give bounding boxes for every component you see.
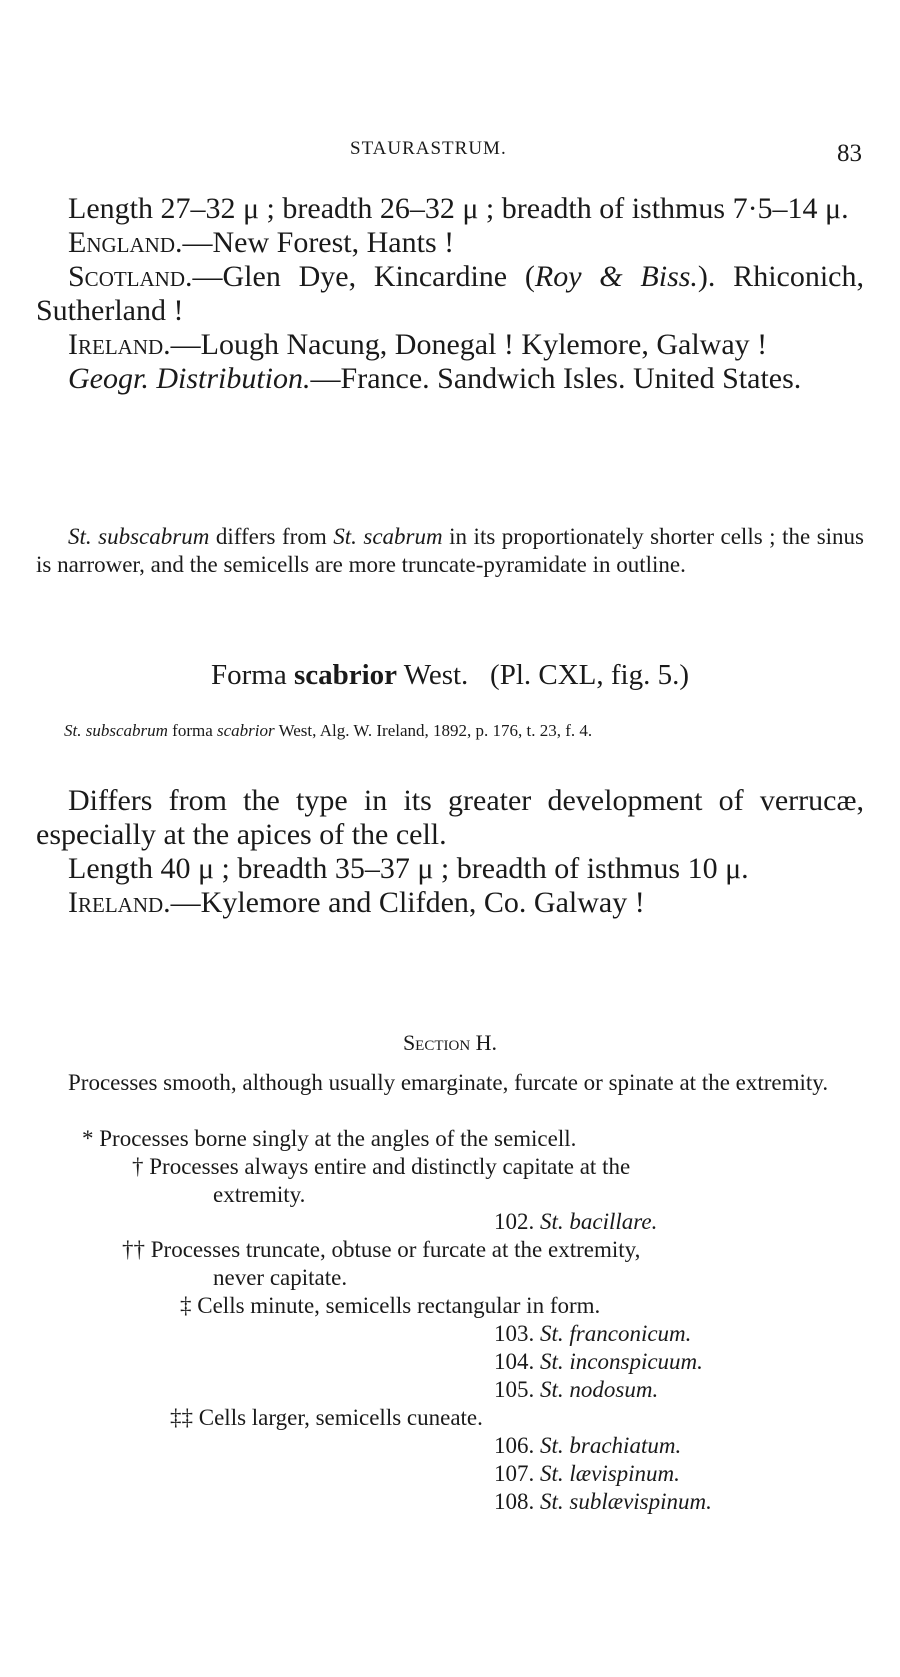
page-header bbox=[0, 138, 900, 168]
forma-author: West. bbox=[397, 659, 469, 691]
species-name: St. scabrum bbox=[333, 524, 443, 549]
species-number: 106. bbox=[494, 1433, 535, 1458]
species-name: St. brachiatum. bbox=[540, 1433, 682, 1458]
geographic-distribution bbox=[36, 362, 864, 396]
key-species bbox=[494, 1460, 680, 1488]
citation-text: forma bbox=[167, 721, 217, 740]
note-text: differs from bbox=[209, 524, 334, 549]
key-species bbox=[494, 1320, 691, 1348]
species-name: St. franconicum. bbox=[540, 1321, 692, 1346]
section-intro-text: Processes smooth, although usually emarginate, furcate or spinate at the extremity. bbox=[68, 1070, 829, 1095]
citation-text: West, Alg. W. Ireland, 1892, p. 176, t. 23, f. 4. bbox=[274, 721, 593, 740]
authority: Roy & Biss. bbox=[534, 260, 698, 293]
species-name: St. sublævispinum. bbox=[540, 1489, 712, 1514]
locality-text: —Kylemore and Clifden, Co. Galway ! bbox=[170, 886, 645, 919]
species-name: St. inconspicuum. bbox=[540, 1349, 703, 1374]
species-name: St. subscabrum bbox=[68, 524, 210, 549]
key-line: ‡ Cells minute, semicells rectangular in form. bbox=[180, 1293, 601, 1318]
key-line: †† Processes truncate, obtuse or furcate at the extremity, bbox=[122, 1237, 641, 1262]
geogr-text: —France. Sandwich Isles. United States. bbox=[310, 362, 802, 395]
forma-name: scabrior bbox=[293, 659, 398, 691]
key-line: extremity. bbox=[213, 1182, 306, 1207]
country-label: Ireland. bbox=[68, 886, 171, 919]
key-line: * Processes borne singly at the angles of the semicell. bbox=[82, 1126, 577, 1151]
country-label: Scotland. bbox=[68, 260, 193, 293]
running-head: STAURASTRUM. bbox=[350, 138, 507, 159]
locality-text: —Lough Nacung, Donegal ! Kylemore, Galway ! bbox=[170, 328, 768, 361]
forma-description bbox=[36, 784, 864, 920]
synonym-citation bbox=[36, 720, 864, 741]
key-species bbox=[494, 1208, 657, 1236]
forma-measurements: Length 40 μ ; breadth 35–37 μ ; breadth of isthmus 10 μ. bbox=[68, 852, 749, 885]
key-species bbox=[494, 1488, 712, 1516]
forma-heading bbox=[36, 658, 864, 692]
plate-reference: (Pl. CXL, fig. 5.) bbox=[490, 659, 690, 691]
note-text: in its proportionately shorter cells ; the sinus is narrower, and the semicells are more truncate-pyramidate in outline. bbox=[36, 524, 865, 577]
forma-prefix: Forma bbox=[210, 659, 294, 691]
page-number: 83 bbox=[837, 140, 862, 167]
species-name: St. bacillare. bbox=[540, 1209, 658, 1234]
measurements: Length 27–32 μ ; breadth 26–32 μ ; breadth of isthmus 7·5–14 μ. bbox=[68, 192, 849, 225]
section-heading bbox=[36, 1030, 864, 1056]
species-description bbox=[36, 192, 864, 396]
distribution-scotland bbox=[36, 260, 864, 328]
species-number: 107. bbox=[494, 1461, 535, 1486]
species-name: St. subscabrum bbox=[64, 721, 168, 740]
key-line: ‡‡ Cells larger, semicells cuneate. bbox=[170, 1405, 483, 1430]
key-line: never capitate. bbox=[213, 1265, 348, 1290]
species-name: St. nodosum. bbox=[540, 1377, 659, 1402]
comparative-note bbox=[36, 523, 864, 579]
locality-text: —Glen Dye, Kincardine ( bbox=[192, 260, 535, 293]
key-line: † Processes always entire and distinctly capitate at the bbox=[132, 1154, 631, 1179]
locality-text: —New Forest, Hants ! bbox=[182, 226, 455, 259]
key-species bbox=[494, 1348, 703, 1376]
section-intro bbox=[36, 1069, 864, 1097]
forma-name: scabrior bbox=[217, 721, 275, 740]
key-species bbox=[494, 1376, 658, 1404]
species-number: 104. bbox=[494, 1349, 535, 1374]
country-label: England. bbox=[68, 226, 183, 259]
forma-distribution-ireland bbox=[36, 886, 864, 920]
key-species bbox=[494, 1432, 681, 1460]
geogr-label: Geogr. Distribution. bbox=[68, 362, 311, 395]
section-label: Section bbox=[402, 1030, 471, 1055]
species-number: 108. bbox=[494, 1489, 535, 1514]
locality-text: ). Rhiconich, Sutherland ! bbox=[36, 260, 864, 327]
species-number: 102. bbox=[494, 1209, 535, 1234]
species-number: 103. bbox=[494, 1321, 535, 1346]
distribution-england bbox=[36, 226, 864, 260]
distribution-ireland bbox=[36, 328, 864, 362]
forma-differs: Differs from the type in its greater development of verrucæ, especially at the apices of the cell. bbox=[36, 784, 864, 851]
section-letter: H. bbox=[470, 1030, 498, 1055]
species-name: St. lævispinum. bbox=[540, 1461, 680, 1486]
species-number: 105. bbox=[494, 1377, 535, 1402]
country-label: Ireland. bbox=[68, 328, 171, 361]
